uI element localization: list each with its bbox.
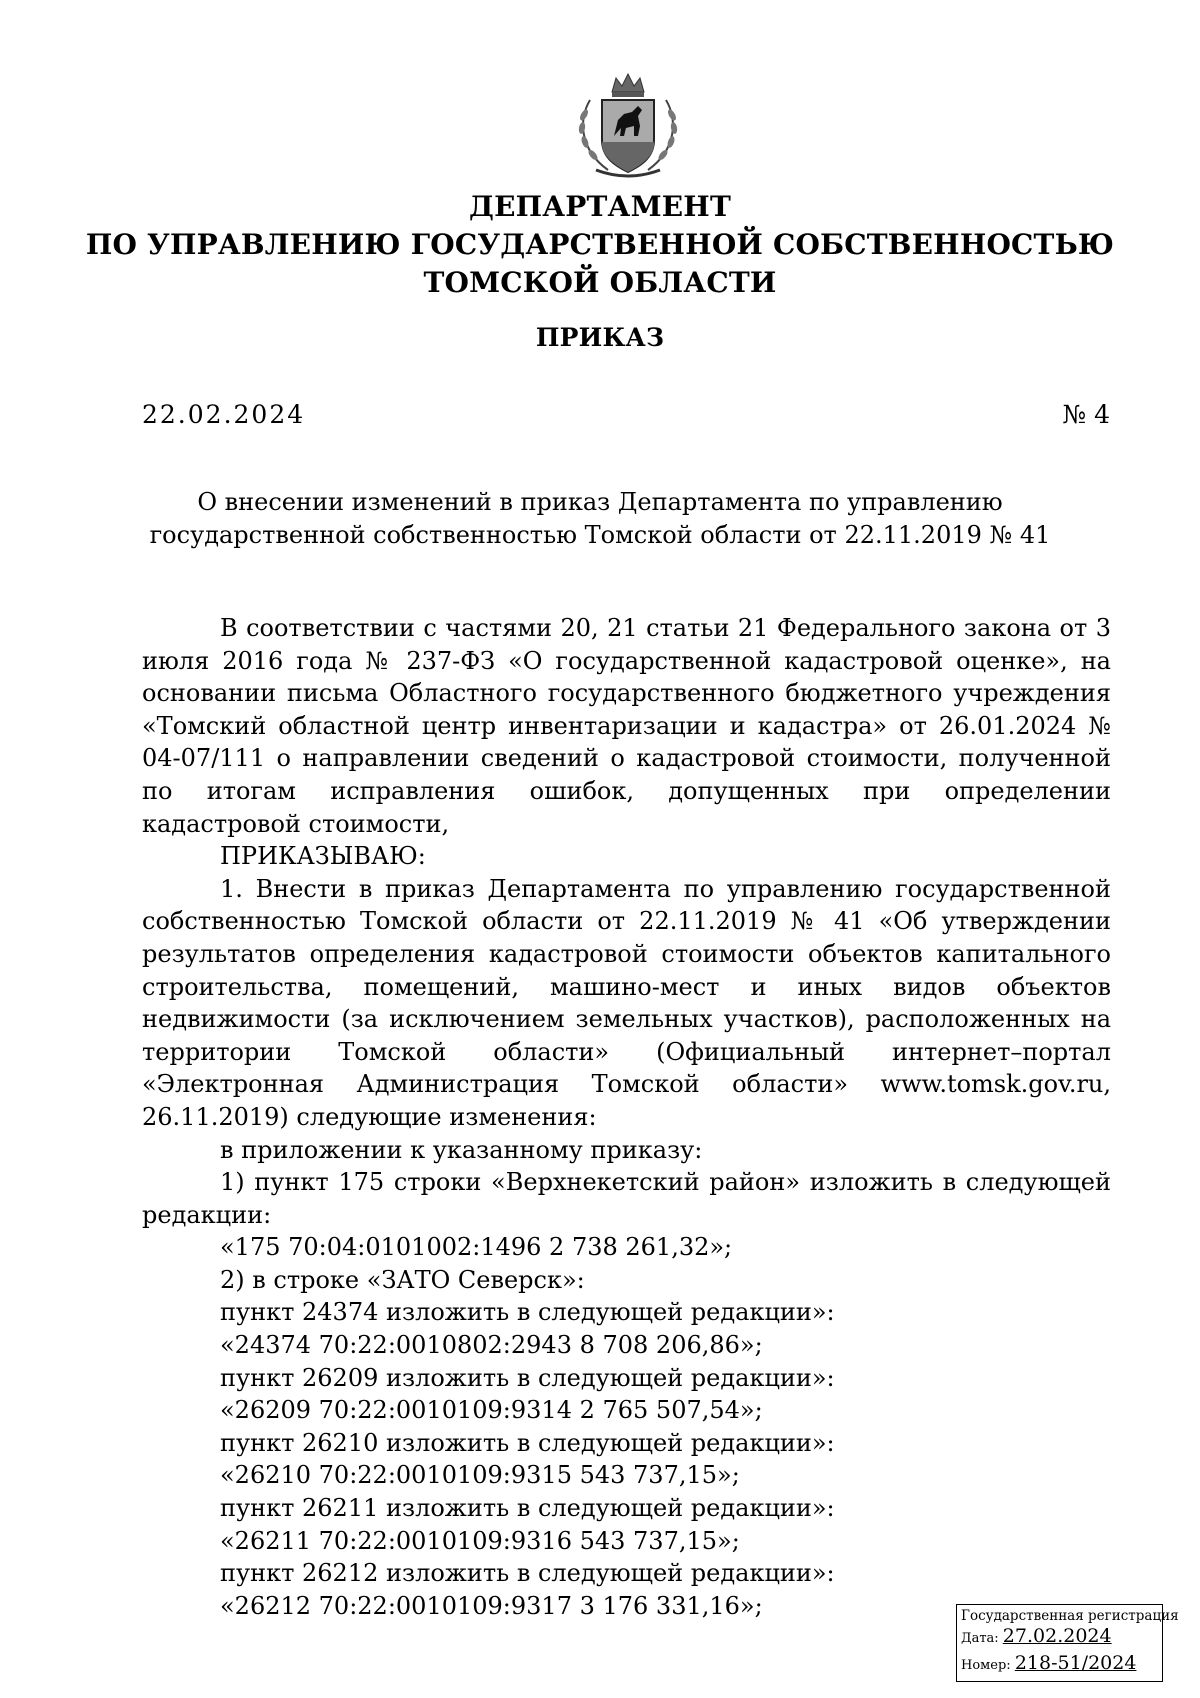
entry-instruction: пункт 26212 изложить в следующей редакции»:: [220, 1559, 835, 1588]
coat-of-arms-icon: [568, 70, 688, 182]
entry-instruction: пункт 24374 изложить в следующей редакции»:: [220, 1298, 835, 1327]
registration-date-value: 27.02.2024: [1002, 1625, 1112, 1647]
entry-value: «24374 70:22:0010802:2943 8 708 206,86»;: [220, 1331, 763, 1360]
item-1-paragraph: 1. Внести в приказ Департамента по управлению государственной собственностью Томской области от 22.11.2019 № 41 «Об утверждении результатов определения кадастровой стоимости объектов капитального строительства, помещений, машино-мест и иных видов объектов недвижимости (за исключением земельных участков), расположенных на территории Томской области» (Официальный интернет–портал «Электронная Администрация Томской области» www.tomsk.gov.ru, 26.11.2019) следующие изменения:: [142, 874, 1111, 1131]
document-type: ПРИКАЗ: [535, 323, 665, 352]
entry-value: «26210 70:22:0010109:9315 543 737,15»;: [220, 1461, 740, 1490]
department-title-line-1: ДЕПАРТАМЕНТ: [468, 190, 731, 223]
entry-instruction: пункт 26209 изложить в следующей редакции»:: [220, 1363, 835, 1392]
department-title-line-3: ТОМСКОЙ ОБЛАСТИ: [423, 266, 777, 299]
document-body: [142, 612, 1111, 1622]
registration-title: Государственная регистрация: [961, 1608, 1179, 1624]
preamble-paragraph: В соответствии с частями 20, 21 статьи 21 Федерального закона от 3 июля 2016 года № 237-ФЗ «О государственной кадастровой оценке», на основании письма Областного государственного бюджетного учреждения «Томский областной центр инвентаризации и кадастра» от 26.01.2024 № 04-07/111 о направлении сведений о кадастровой стоимости, полученной по итогам исправления ошибок, допущенных при определении кадастровой стоимости,: [142, 614, 1111, 838]
order-word: ПРИКАЗЫВАЮ:: [220, 842, 426, 871]
document-date: 22.02.2024: [142, 400, 306, 429]
appendix-line: в приложении к указанному приказу:: [220, 1135, 703, 1164]
entry-value: «26212 70:22:0010109:9317 3 176 331,16»;: [220, 1591, 763, 1620]
document-subject: О внесении изменений в приказ Департамента по управлению государственной собственностью Томской области от 22.11.2019 № 41: [149, 488, 1051, 549]
subitem-1-value: «175 70:04:0101002:1496 2 738 261,32»;: [220, 1233, 733, 1262]
department-title-line-2: ПО УПРАВЛЕНИЮ ГОСУДАРСТВЕННОЙ СОБСТВЕННОСТЬЮ: [85, 228, 1115, 261]
registration-number-row: [961, 1651, 1158, 1678]
registration-date-row: [961, 1624, 1158, 1651]
subitem-1-paragraph: 1) пункт 175 строки «Верхнекетский район» изложить в следующей редакции:: [142, 1168, 1111, 1229]
entry-value: «26211 70:22:0010109:9316 543 737,15»;: [220, 1526, 740, 1555]
entry-value: «26209 70:22:0010109:9314 2 765 507,54»;: [220, 1396, 763, 1425]
registration-stamp: [956, 1604, 1179, 1682]
document-number: № 4: [1062, 400, 1110, 429]
subitem-2-paragraph: 2) в строке «ЗАТО Северск»:: [220, 1265, 585, 1294]
entry-instruction: пункт 26211 изложить в следующей редакции»:: [220, 1494, 835, 1523]
entry-instruction: пункт 26210 изложить в следующей редакции»:: [220, 1428, 835, 1457]
registration-date-label: Дата:: [961, 1631, 999, 1646]
registration-number-label: Номер:: [961, 1658, 1011, 1673]
registration-number-value: 218-51/2024: [1014, 1652, 1137, 1674]
